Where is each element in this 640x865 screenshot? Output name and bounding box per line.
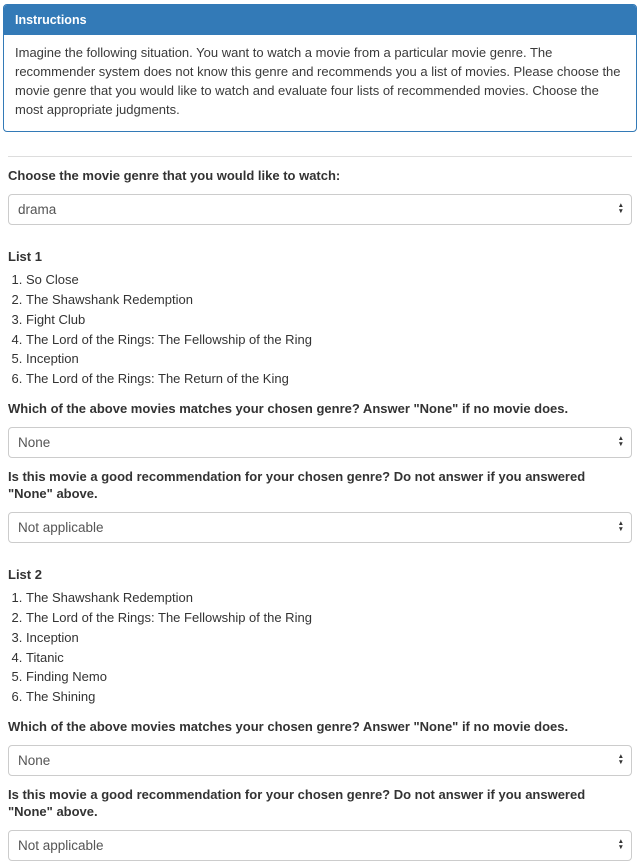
list1-match-question-label: Which of the above movies matches your chosen genre? Answer "None" if no movie does. — [8, 401, 569, 417]
list1-movies — [8, 272, 632, 388]
select-arrows-icon: ▲ ▼ — [617, 753, 624, 767]
genre-question-label: Choose the movie genre that you would like to watch: — [8, 168, 341, 184]
list-section-2 — [8, 567, 632, 861]
list2-match-select[interactable] — [8, 745, 632, 776]
list2-movies — [8, 590, 632, 706]
list1-title: List 1 — [8, 248, 42, 264]
list2-recommendation-select[interactable] — [8, 830, 632, 861]
movie-item: 5. Inception — [26, 351, 632, 368]
select-arrows-icon: ▲ ▼ — [617, 435, 624, 449]
section-divider — [8, 156, 632, 157]
list2-title: List 2 — [8, 566, 42, 582]
list1-recommendation-select-wrap — [8, 512, 632, 543]
movie-item: 6. The Shining — [26, 689, 632, 706]
list1-match-select[interactable] — [8, 427, 632, 458]
select-arrows-icon: ▲ ▼ — [617, 838, 624, 852]
select-arrows-icon: ▲ ▼ — [617, 520, 624, 534]
list2-match-select-wrap — [8, 745, 632, 776]
list2-recommendation-select-wrap — [8, 830, 632, 861]
list1-match-select-wrap — [8, 427, 632, 458]
list2-recommendation-question-label: Is this movie a good recommendation for your chosen genre? Do not answer if you answered "None" above. — [8, 786, 586, 820]
instructions-panel-title: Instructions — [4, 5, 636, 35]
movie-item: 3. Inception — [26, 630, 632, 647]
genre-select-wrap — [8, 194, 632, 225]
movie-item: 1. The Shawshank Redemption — [26, 590, 632, 607]
movie-item: 2. The Shawshank Redemption — [26, 292, 632, 309]
movie-item: 6. The Lord of the Rings: The Return of the King — [26, 371, 632, 388]
instructions-panel — [3, 4, 637, 132]
list1-recommendation-select[interactable] — [8, 512, 632, 543]
survey-form — [3, 156, 637, 861]
movie-item: 5. Finding Nemo — [26, 669, 632, 686]
genre-field — [8, 167, 632, 225]
genre-select[interactable] — [8, 194, 632, 225]
select-arrows-icon: ▲ ▼ — [617, 202, 624, 216]
list1-recommendation-question-label: Is this movie a good recommendation for your chosen genre? Do not answer if you answered "None" above. — [8, 468, 586, 502]
list-section-1 — [8, 249, 632, 543]
instructions-panel-body: Imagine the following situation. You want to watch a movie from a particular movie genre. The recommender system does not know this genre and recommends you a list of movies. Please choose the movie genre that you would like to watch and evaluate four lists of recommended movies. Choose the most appropriate judgments. — [15, 45, 621, 117]
movie-item: 2. The Lord of the Rings: The Fellowship of the Ring — [26, 610, 632, 627]
movie-item: 1. So Close — [26, 272, 632, 289]
movie-item: 4. The Lord of the Rings: The Fellowship of the Ring — [26, 332, 632, 349]
movie-item: 3. Fight Club — [26, 312, 632, 329]
movie-item: 4. Titanic — [26, 650, 632, 667]
list2-match-question-label: Which of the above movies matches your chosen genre? Answer "None" if no movie does. — [8, 719, 569, 735]
